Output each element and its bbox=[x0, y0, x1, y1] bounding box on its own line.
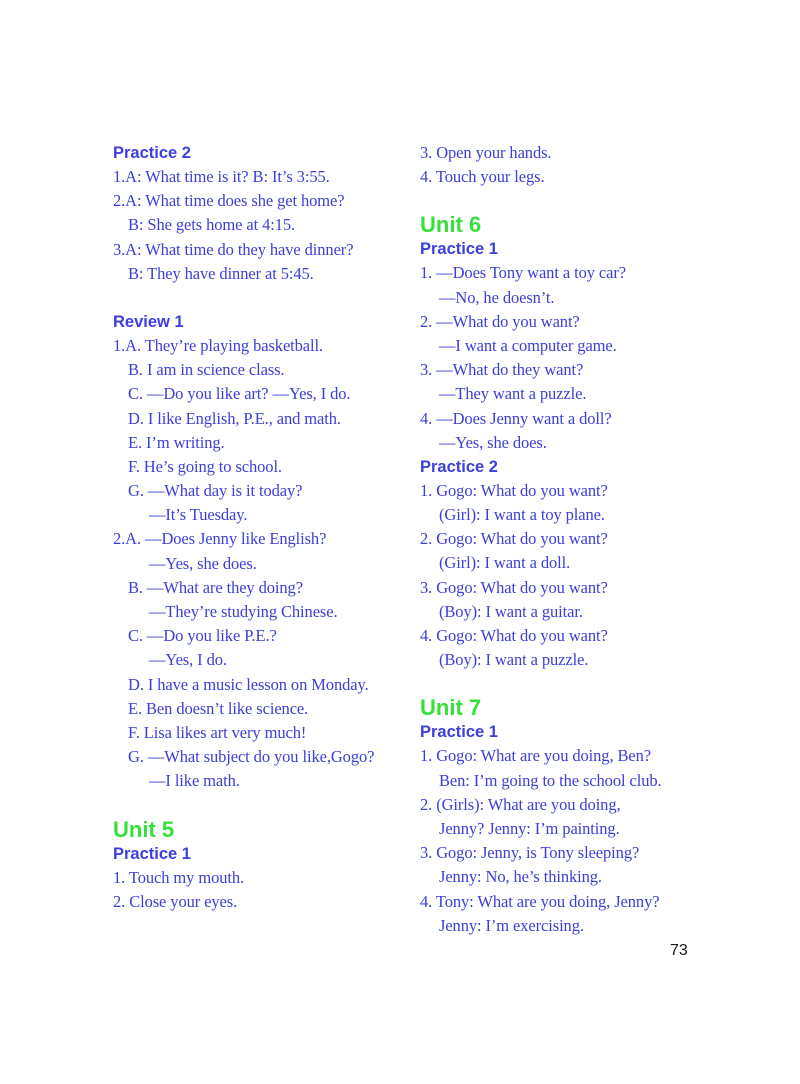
answer-line: 1.A: What time is it? B: It’s 3:55. bbox=[113, 167, 330, 186]
answer-line: 3. Open your hands. bbox=[420, 143, 552, 162]
answer-line: Jenny? Jenny: I’m painting. bbox=[439, 818, 620, 838]
answer-line: Jenny: No, he’s thinking. bbox=[439, 867, 602, 887]
answer-line: 3.A: What time do they have dinner? bbox=[113, 239, 354, 259]
answer-line: B. I am in science class. bbox=[128, 360, 285, 380]
answer-line: C. —Do you like P.E.? bbox=[128, 626, 277, 646]
spacer bbox=[113, 794, 403, 818]
spacer bbox=[420, 189, 720, 213]
answer-line: —I want a computer game. bbox=[439, 335, 617, 355]
unit-6-practice-2-heading: Practice 2 bbox=[420, 457, 498, 476]
left-column bbox=[113, 141, 403, 914]
answer-line: Jenny: I’m exercising. bbox=[439, 915, 584, 935]
answer-line: B. —What are they doing? bbox=[128, 577, 303, 597]
answer-line: F. He’s going to school. bbox=[128, 456, 282, 476]
spacer bbox=[420, 672, 720, 696]
unit-6-title: Unit 6 bbox=[420, 212, 482, 238]
answer-line: G. —What subject do you like,Gogo? bbox=[128, 747, 375, 767]
answer-line: (Boy): I want a guitar. bbox=[439, 601, 583, 621]
answer-line: 4. Touch your legs. bbox=[420, 167, 545, 187]
answer-line: 1. —Does Tony want a toy car? bbox=[420, 263, 626, 283]
answer-line: 3. Gogo: Jenny, is Tony sleeping? bbox=[420, 843, 640, 863]
answer-line: 3. Gogo: What do you want? bbox=[420, 577, 608, 597]
answer-line: B: She gets home at 4:15. bbox=[128, 215, 296, 235]
answer-line: 4. Tony: What are you doing, Jenny? bbox=[420, 891, 660, 911]
answer-line: 2.A. —Does Jenny like English? bbox=[113, 529, 327, 549]
answer-line: 3. —What do they want? bbox=[420, 360, 584, 380]
spacer bbox=[113, 286, 403, 310]
page-number: 73 bbox=[670, 942, 688, 959]
answer-line: —Yes, she does. bbox=[149, 553, 257, 573]
answer-line: 2. —What do you want? bbox=[420, 311, 580, 331]
unit-6-practice-1-heading: Practice 1 bbox=[420, 240, 498, 259]
review-1-heading: Review 1 bbox=[113, 312, 184, 331]
answer-line: —Yes, I do. bbox=[149, 650, 227, 670]
answer-line: E. I’m writing. bbox=[128, 432, 225, 452]
answer-line: (Girl): I want a doll. bbox=[439, 553, 571, 573]
answer-line: (Boy): I want a puzzle. bbox=[439, 650, 589, 670]
unit-7-practice-1-heading: Practice 1 bbox=[420, 723, 498, 742]
answer-line: 4. Gogo: What do you want? bbox=[420, 626, 608, 645]
answer-line: D. I have a music lesson on Monday. bbox=[128, 674, 369, 694]
answer-line: 4. —Does Jenny want a doll? bbox=[420, 408, 612, 428]
answer-line: —It’s Tuesday. bbox=[149, 505, 248, 525]
answer-line: 2. (Girls): What are you doing, bbox=[420, 794, 621, 814]
answer-line: 1.A. They’re playing basketball. bbox=[113, 335, 324, 355]
unit-5-title: Unit 5 bbox=[113, 816, 175, 842]
answer-line: B: They have dinner at 5:45. bbox=[128, 263, 314, 283]
answer-line: Ben: I’m going to the school club. bbox=[439, 770, 662, 790]
answer-line: —They want a puzzle. bbox=[439, 384, 587, 404]
answer-line: (Girl): I want a toy plane. bbox=[439, 505, 605, 525]
unit-7-title: Unit 7 bbox=[420, 695, 482, 721]
answer-line: 2.A: What time does she get home? bbox=[113, 191, 345, 211]
answer-line: D. I like English, P.E., and math. bbox=[128, 408, 341, 428]
answer-line: E. Ben doesn’t like science. bbox=[128, 698, 309, 718]
answer-line: 1. Touch my mouth. bbox=[113, 867, 245, 887]
answer-line: 1. Gogo: What are you doing, Ben? bbox=[420, 746, 652, 766]
practice-2-heading: Practice 2 bbox=[113, 144, 191, 162]
answer-line: 2. Gogo: What do you want? bbox=[420, 529, 608, 549]
answer-line: G. —What day is it today? bbox=[128, 481, 303, 501]
right-column bbox=[420, 141, 720, 938]
answer-line: 1. Gogo: What do you want? bbox=[420, 480, 608, 500]
answer-line: —They’re studying Chinese. bbox=[149, 602, 338, 621]
answer-line: F. Lisa likes art very much! bbox=[128, 722, 307, 742]
answer-line: —Yes, she does. bbox=[439, 432, 547, 452]
unit-5-practice-1-heading: Practice 1 bbox=[113, 844, 191, 863]
answer-line: —No, he doesn’t. bbox=[439, 287, 555, 307]
answer-line: 2. Close your eyes. bbox=[113, 891, 238, 911]
answer-line: —I like math. bbox=[149, 771, 240, 791]
answer-line: C. —Do you like art? —Yes, I do. bbox=[128, 384, 351, 404]
